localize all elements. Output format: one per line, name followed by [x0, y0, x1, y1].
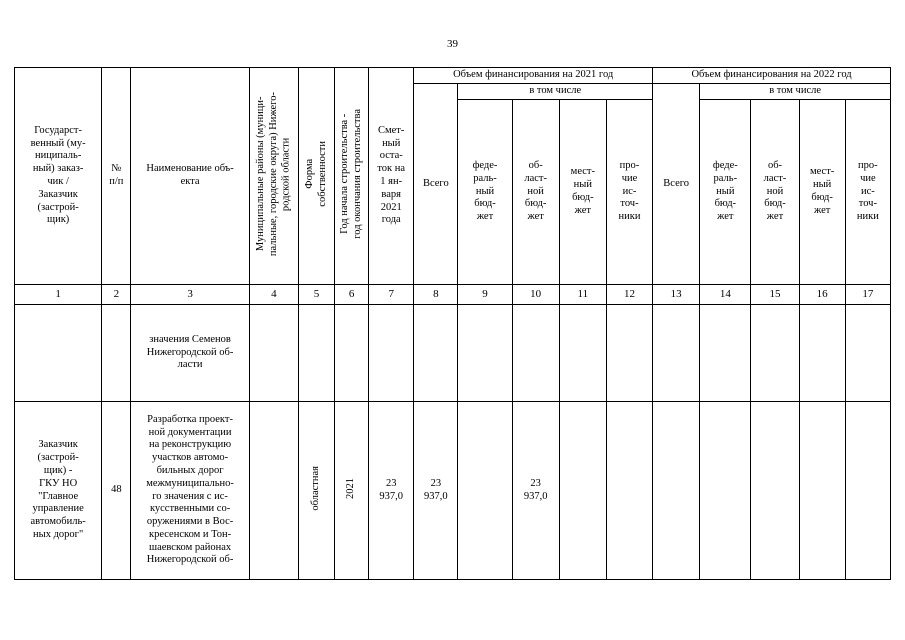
header-object-name: Наименование объ- екта — [131, 68, 249, 285]
column-number: 1 — [15, 285, 102, 305]
cell-total-2022 — [653, 402, 700, 580]
cell-customer — [15, 305, 102, 402]
table-row — [15, 402, 891, 580]
header-estimated-balance: Смет- ный оста- ток на 1 ян- варя 2021 года — [369, 68, 414, 285]
column-number: 4 — [249, 285, 298, 305]
page-number: 39 — [447, 38, 458, 50]
header-item-no: № п/п — [102, 68, 131, 285]
cell-local-2021 — [559, 402, 606, 580]
column-number: 17 — [845, 285, 890, 305]
cell-local-2022 — [799, 402, 845, 580]
column-number: 8 — [414, 285, 458, 305]
cell-other-2022 — [845, 305, 890, 402]
column-number: 9 — [458, 285, 512, 305]
column-number: 3 — [131, 285, 249, 305]
cell-other-2022 — [845, 402, 890, 580]
header-funding-2022: Объем финансирования на 2022 год — [653, 68, 891, 84]
column-number: 13 — [653, 285, 700, 305]
cell-federal-2021 — [458, 402, 512, 580]
header-total-2022: Всего — [653, 84, 700, 285]
column-number: 12 — [606, 285, 652, 305]
cell-regional-2022 — [751, 305, 799, 402]
cell-other-2021 — [606, 402, 652, 580]
column-number: 7 — [369, 285, 414, 305]
cell-local-2021 — [559, 305, 606, 402]
header-customer: Государст- венный (му- ниципаль- ный) заказ- чик / Заказчик (застрой- щик) — [15, 68, 102, 285]
column-number: 14 — [700, 285, 751, 305]
header-including-2021: в том числе — [458, 84, 653, 100]
header-local-2021: мест- ный бюд- жет — [559, 100, 606, 285]
column-number: 10 — [512, 285, 559, 305]
cell-federal-2021 — [458, 305, 512, 402]
cell-years: 2021 — [335, 402, 369, 580]
header-federal-2022: феде- раль- ный бюд- жет — [700, 100, 751, 285]
cell-ownership — [298, 305, 334, 402]
cell-federal-2022 — [700, 305, 751, 402]
cell-object-name: Разработка проект- ной документации на реконструкцию участков автомо- бильных дорог межмуниципально- го значения с ис- кусственными со- оружениями в Вос- кресенском и Тон- шаевском районах Нижегородской об- — [131, 402, 249, 580]
header-funding-2021: Объем финансирования на 2021 год — [414, 68, 653, 84]
header-other-2021: про- чие ис- точ- ники — [606, 100, 652, 285]
cell-municipality — [249, 305, 298, 402]
header-row-1 — [15, 68, 891, 84]
cell-regional-2021 — [512, 305, 559, 402]
cell-item-no — [102, 305, 131, 402]
cell-total-2021: 23 937,0 — [414, 402, 458, 580]
header-including-2022: в том числе — [700, 84, 891, 100]
column-number: 6 — [335, 285, 369, 305]
cell-local-2022 — [799, 305, 845, 402]
financing-table — [14, 67, 891, 580]
header-local-2022: мест- ный бюд- жет — [799, 100, 845, 285]
cell-municipality — [249, 402, 298, 580]
header-total-2021: Всего — [414, 84, 458, 285]
header-regional-2022: об- ласт- ной бюд- жет — [751, 100, 799, 285]
header-other-2022: про- чие ис- точ- ники — [845, 100, 890, 285]
cell-regional-2022 — [751, 402, 799, 580]
column-number: 2 — [102, 285, 131, 305]
header-regional-2021: об- ласт- ной бюд- жет — [512, 100, 559, 285]
cell-other-2021 — [606, 305, 652, 402]
column-number: 16 — [799, 285, 845, 305]
cell-estimated-balance — [369, 305, 414, 402]
cell-federal-2022 — [700, 402, 751, 580]
header-federal-2021: феде- раль- ный бюд- жет — [458, 100, 512, 285]
cell-item-no: 48 — [102, 402, 131, 580]
cell-total-2021 — [414, 305, 458, 402]
table-row — [15, 305, 891, 402]
column-number: 15 — [751, 285, 799, 305]
cell-ownership: областная — [298, 402, 334, 580]
header-ownership: Форма собственности — [298, 68, 334, 285]
cell-customer: Заказчик (застрой- щик) - ГКУ НО "Главное управление автомобиль- ных дорог" — [15, 402, 102, 580]
header-years: Год начала строительства - год окончания строительства — [335, 68, 369, 285]
header-municipalities: Муниципальные районы (муници- пальные, городские округа) Нижего- родской области — [249, 68, 298, 285]
column-number-row — [15, 285, 891, 305]
column-number: 11 — [559, 285, 606, 305]
cell-years — [335, 305, 369, 402]
cell-total-2022 — [653, 305, 700, 402]
column-number: 5 — [298, 285, 334, 305]
cell-estimated-balance: 23 937,0 — [369, 402, 414, 580]
cell-regional-2021: 23 937,0 — [512, 402, 559, 580]
cell-object-name: значения Семенов Нижегородской об- ласти — [131, 305, 249, 402]
